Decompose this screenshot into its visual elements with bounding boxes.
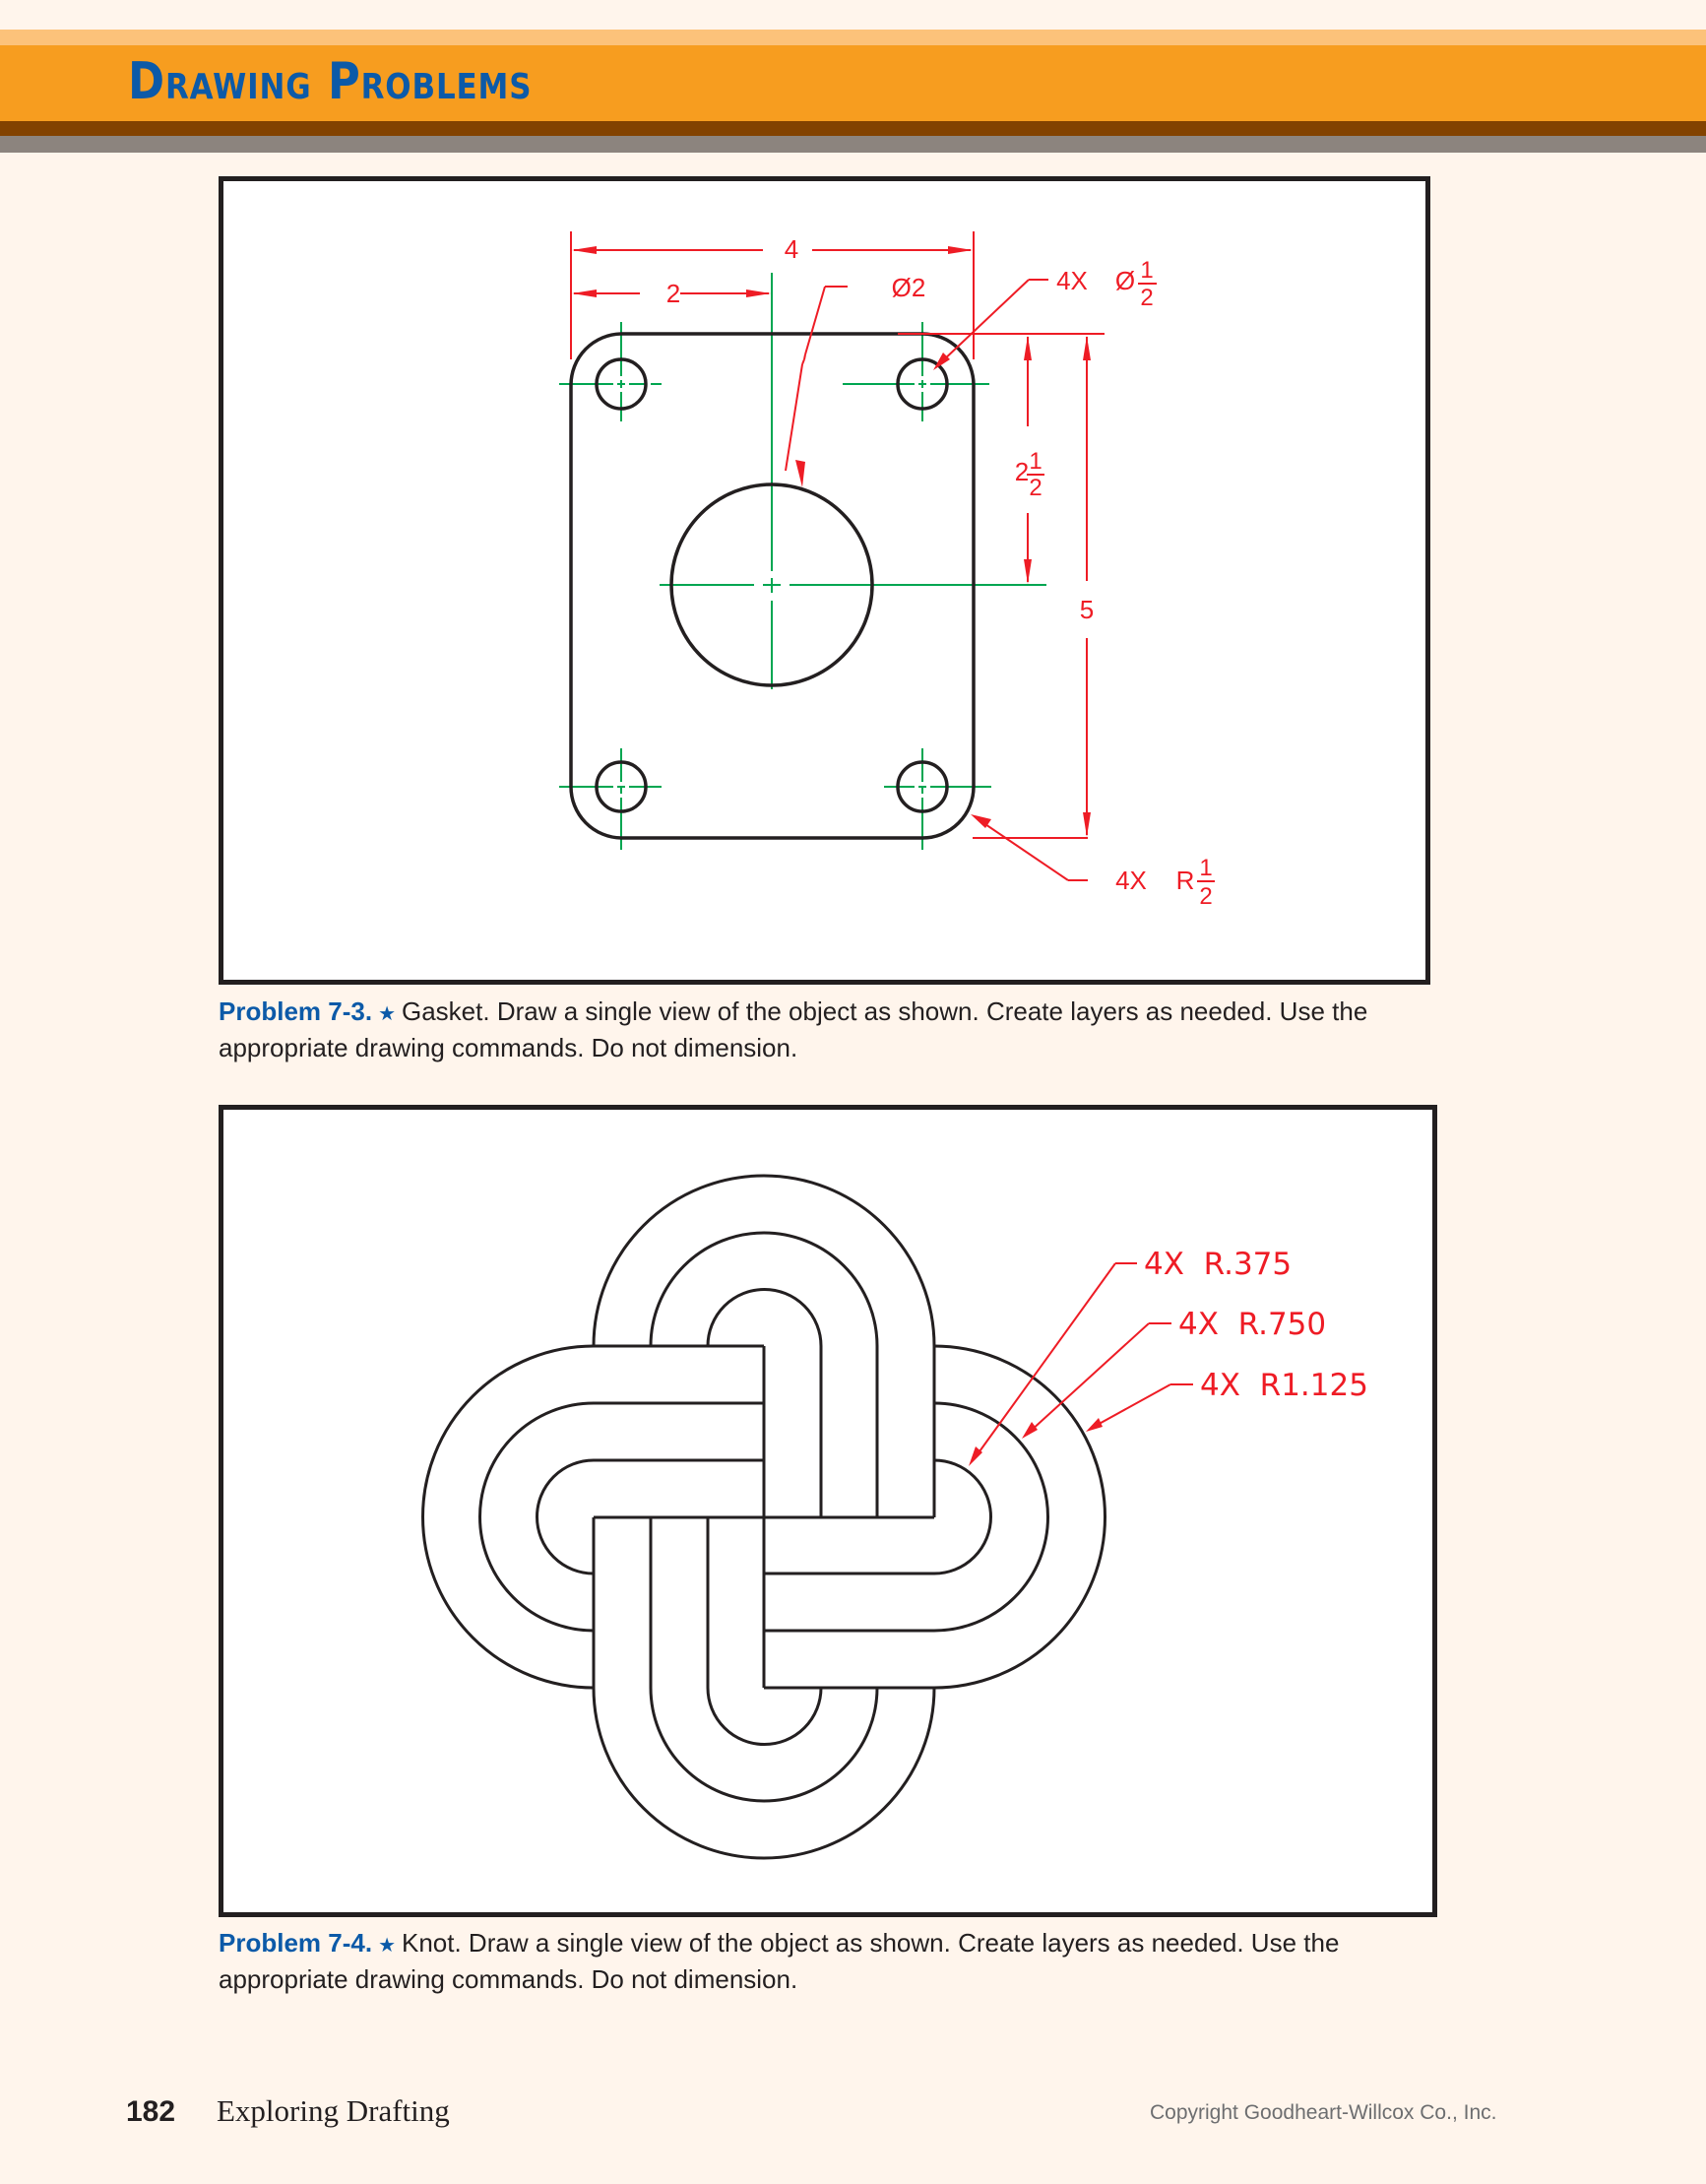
dim-corner-count: 4X	[1115, 866, 1147, 895]
dim-middle-radius: 4X R.750	[1178, 1307, 1327, 1342]
caption-text: Knot. Draw a single view of the object as shown. Create layers as needed. Use the appropriate drawing commands. Do not dimension.	[219, 1928, 1340, 1994]
dim-hole-spacing-whole: 2	[1014, 457, 1030, 486]
dim-outer-radius: 4X R1.125	[1200, 1368, 1368, 1403]
dim-corner-num: 1	[1199, 855, 1213, 881]
caption-problem-7-4	[219, 1926, 1449, 1996]
dim-holes-num: 1	[1140, 257, 1154, 284]
dim-inner-radius: 4X R.375	[1144, 1247, 1293, 1282]
header-top-margin	[0, 0, 1706, 30]
dim-corner-symbol: R	[1175, 866, 1195, 895]
star-icon: ★	[378, 1935, 396, 1957]
gasket-drawing	[223, 181, 1435, 990]
page-number: 182	[126, 2095, 176, 2128]
dim-holes-den: 2	[1140, 285, 1154, 311]
dim-center-offset: 2	[665, 279, 681, 308]
dim-hole-spacing-den: 2	[1029, 475, 1043, 501]
caption-text: Gasket. Draw a single view of the object as shown. Create layers as needed. Use the appropriate drawing commands. Do not dimension.	[219, 996, 1368, 1062]
problem-number: Problem 7-4.	[219, 1928, 373, 1958]
page-title: Drawing Problems	[128, 52, 533, 111]
dim-overall-width: 4	[784, 234, 799, 264]
dim-holes-symbol: Ø	[1114, 266, 1136, 295]
book-title: Exploring Drafting	[217, 2093, 450, 2128]
header-band-brown	[0, 121, 1706, 136]
dim-center-hole: Ø2	[891, 273, 926, 302]
figure-gasket	[219, 176, 1430, 985]
knot-leaders	[969, 1263, 1193, 1466]
star-icon: ★	[378, 1003, 396, 1025]
header-band-light	[0, 30, 1706, 45]
header-band-gray	[0, 136, 1706, 153]
figure-knot	[219, 1105, 1437, 1917]
copyright: Copyright Goodheart-Willcox Co., Inc.	[1150, 2101, 1497, 2124]
dim-corner-den: 2	[1199, 883, 1213, 910]
knot-drawing	[223, 1110, 1442, 1922]
dimension-lines	[571, 231, 1105, 880]
dim-holes-count: 4X	[1056, 266, 1088, 295]
dim-overall-height: 5	[1079, 595, 1095, 624]
problem-number: Problem 7-3.	[219, 996, 373, 1026]
dim-hole-spacing-num: 1	[1029, 448, 1043, 475]
caption-problem-7-3	[219, 995, 1449, 1064]
knot-outline	[423, 1176, 1106, 1858]
